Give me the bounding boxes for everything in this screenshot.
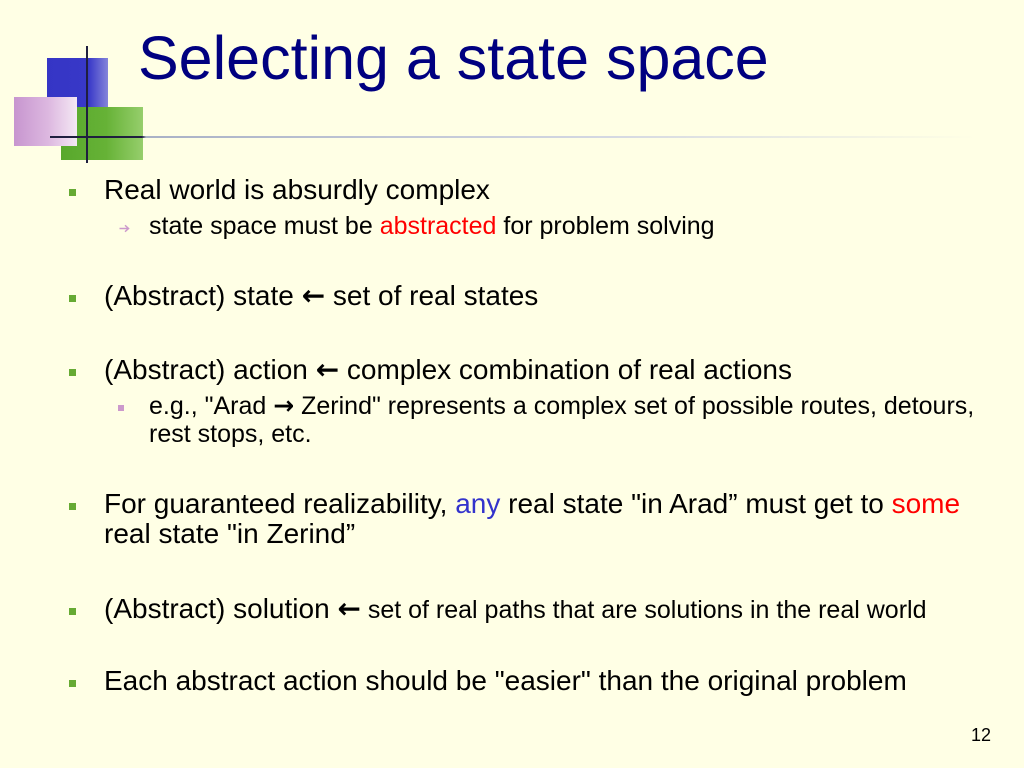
bullet-text: set of real states — [325, 280, 539, 311]
square-bullet-icon — [69, 295, 76, 302]
right-arrow-symbol: → — [273, 391, 295, 420]
square-bullet-icon — [69, 189, 76, 196]
bullet-realizability — [104, 489, 1000, 549]
square-bullet-icon — [69, 680, 76, 687]
left-arrow-symbol: ← — [337, 592, 361, 625]
sub-bullet-text: Zerind" represents a complex set of possible routes, detours, rest stops, etc. — [149, 392, 975, 448]
bullet-text: complex combination of real actions — [339, 354, 793, 385]
square-bullet-icon — [69, 503, 76, 510]
square-bullet-icon — [69, 369, 76, 376]
bullet-text-small: set of real paths that are solutions in the real world — [360, 596, 927, 624]
left-arrow-symbol: ← — [301, 279, 326, 312]
sub-bullet-text: e.g., "Arad — [149, 392, 274, 420]
sub-bullet-text: state space must be — [149, 212, 380, 240]
bullet-text: Each abstract action should be "easier" than the original problem — [104, 665, 907, 696]
bullet-text: real state "in Arad” must get to — [500, 488, 892, 519]
emphasis-text-blue: any — [455, 488, 501, 519]
slide-title: Selecting a state space — [138, 24, 769, 92]
title-underline-decoration — [50, 136, 975, 138]
arrow-bullet-icon — [119, 224, 130, 233]
bullet-abstract-solution — [104, 592, 1000, 627]
bullet-text: (Abstract) action — [104, 354, 316, 385]
bullet-text: (Abstract) state — [104, 280, 302, 311]
vertical-rule-decoration — [86, 46, 88, 163]
bullet-abstract-action — [104, 353, 1000, 387]
bullet-text: For guaranteed realizability, — [104, 488, 456, 519]
bullet-text: Real world is absurdly complex — [104, 174, 490, 205]
square-bullet-icon — [69, 608, 76, 615]
bullet-abstract-state — [104, 279, 1000, 313]
bullet-text: (Abstract) solution — [104, 593, 338, 624]
sub-bullet-text: for problem solving — [496, 212, 715, 240]
pink-square-decoration — [14, 97, 77, 146]
emphasis-text-red: some — [891, 488, 961, 519]
bullet-real-world — [104, 173, 1000, 207]
bullet-easier-action — [104, 664, 1000, 698]
left-arrow-symbol: ← — [315, 353, 340, 386]
page-number: 12 — [970, 725, 991, 745]
emphasis-text-red: abstracted — [379, 212, 497, 240]
sub-bullet-example — [149, 392, 1009, 448]
bullet-text: real state "in Zerind” — [104, 518, 356, 549]
sub-bullet-abstracted — [149, 212, 1009, 241]
square-sub-bullet-icon — [118, 405, 124, 411]
